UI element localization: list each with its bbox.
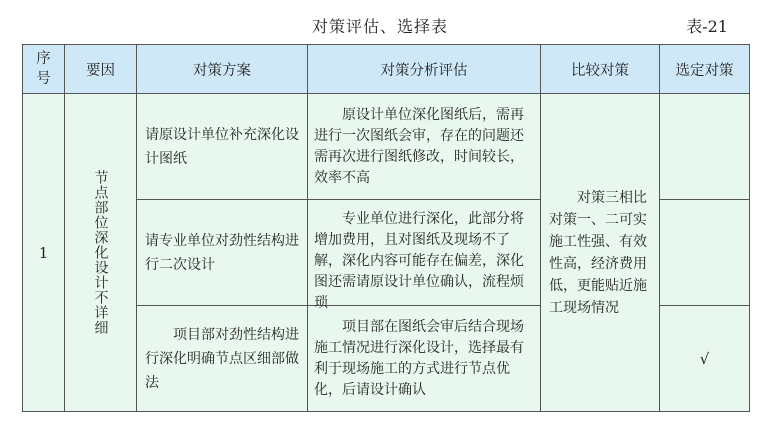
table-row — [23, 94, 750, 200]
header-row — [23, 45, 750, 94]
header-analysis: 对策分析评估 — [308, 45, 541, 94]
analysis-cell — [308, 94, 541, 200]
table-title: 对策评估、选择表 — [311, 17, 448, 36]
header-compare: 比较对策 — [541, 45, 660, 94]
header-selected: 选定对策 — [660, 45, 750, 94]
analysis-cell — [308, 200, 541, 311]
factor-text: 节点部位深化设计不详细 — [92, 170, 109, 335]
plan-text: 请专业单位对劲性结构进行二次设计 — [145, 232, 299, 273]
plan-cell — [137, 200, 308, 306]
plan-cell — [137, 94, 308, 200]
analysis-text: 专业单位进行深化，此部分将增加费用，且对图纸及现场不了解，深化内容可能存在偏差，深化图还需请原设计单位确认，流程烦琐 — [314, 210, 524, 311]
analysis-cell — [308, 306, 541, 412]
compare-text: 对策三相比对策一、二可实施工性强、有效性高，经济费用低，更能贴近施工现场情况 — [549, 189, 647, 316]
header-seq: 序号 — [23, 45, 65, 94]
factor-cell — [65, 94, 137, 412]
table-number: 表-21 — [686, 17, 728, 36]
plan-text: 请原设计单位补充深化设计图纸 — [145, 126, 299, 167]
header-factor: 要因 — [65, 45, 137, 94]
countermeasure-table — [22, 44, 750, 412]
selected-cell — [660, 200, 750, 306]
plan-text: 项目部对劲性结构进行深化明确节点区细部做法 — [145, 326, 299, 391]
selected-cell — [660, 94, 750, 200]
selected-cell: √ — [660, 306, 750, 412]
table-caption — [0, 10, 760, 38]
seq-cell: 1 — [23, 94, 65, 412]
header-plan: 对策方案 — [137, 45, 308, 94]
plan-cell — [137, 306, 308, 412]
analysis-text: 原设计单位深化图纸后，需再进行一次图纸会审，存在的问题还需再次进行图纸修改，时间较长，效率不高 — [314, 106, 524, 186]
compare-cell — [541, 94, 660, 412]
analysis-text: 项目部在图纸会审后结合现场施工情况进行深化设计，选择最有利于现场施工的方式进行节点优化，后请设计确认 — [314, 318, 524, 398]
